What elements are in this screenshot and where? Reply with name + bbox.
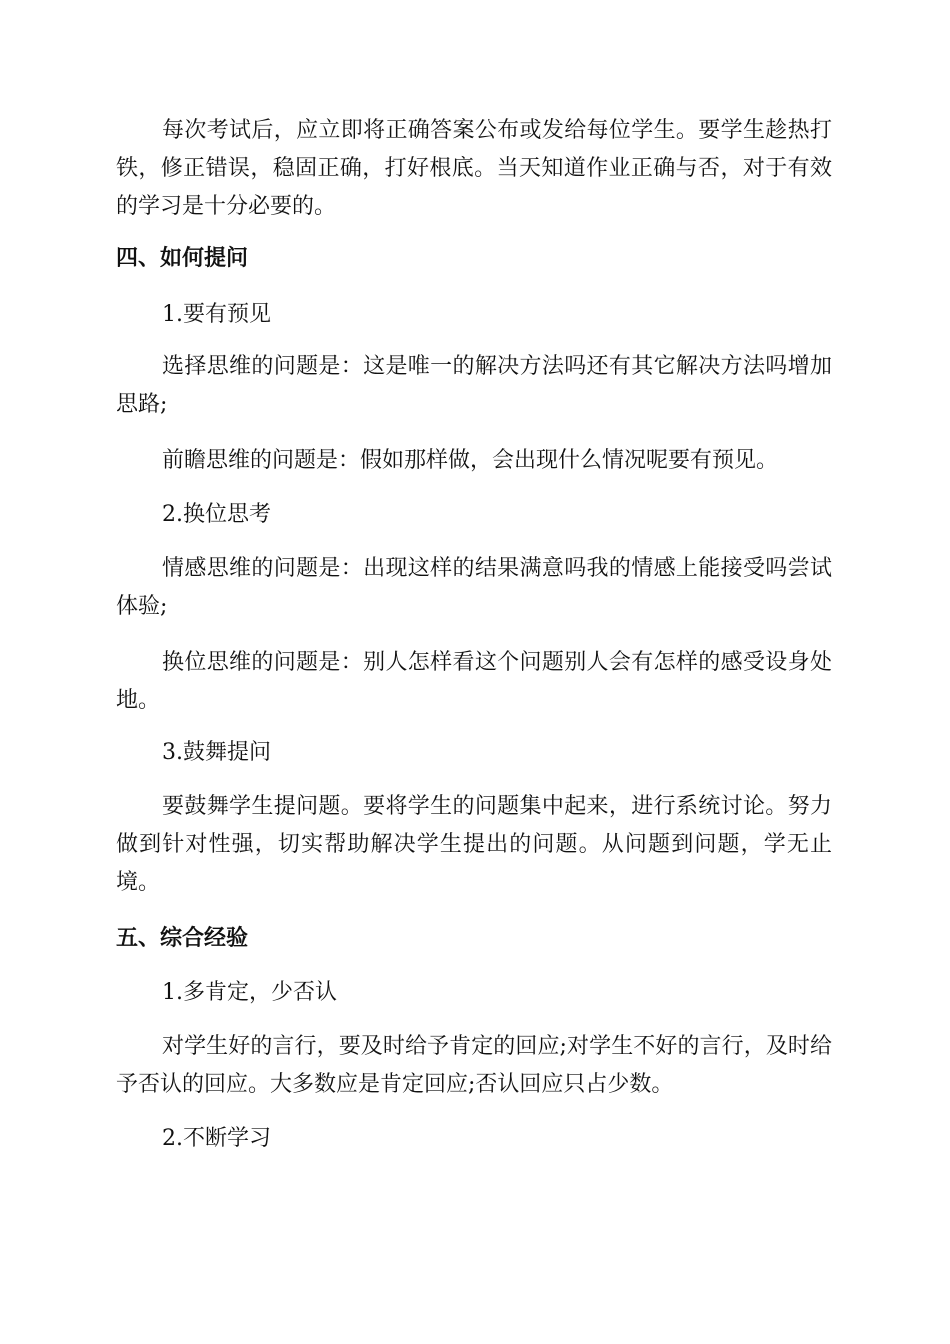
- section-heading-experience: 五、综合经验: [116, 926, 249, 951]
- paragraph-affirm-more: 对学生好的言行，要及时给予肯定的回应;对学生不好的言行，及时给予否认的回应。大多数应是肯定回应;否认回应只占少数。: [116, 1034, 832, 1097]
- paragraph-forward-thinking: 前瞻思维的问题是：假如那样做，会出现什么情况呢要有预见。: [162, 448, 779, 473]
- paragraph-perspective-thinking: 换位思维的问题是：别人怎样看这个问题别人会有怎样的感受设身处地。: [116, 650, 832, 713]
- subheading-empathy: 2.换位思考: [162, 502, 271, 527]
- paragraph-encourage-questions: 要鼓舞学生提问题。要将学生的问题集中起来，进行系统讨论。努力做到针对性强，切实帮助解决学生提出的问题。从问题到问题，学无止境。: [116, 794, 832, 895]
- subheading-encourage-questions: 3.鼓舞提问: [162, 740, 271, 765]
- paragraph-choice-thinking: 选择思维的问题是：这是唯一的解决方法吗还有其它解决方法吗增加思路;: [116, 354, 832, 417]
- subheading-foresight: 1.要有预见: [162, 302, 271, 327]
- subheading-affirm-more: 1.多肯定，少否认: [162, 980, 337, 1005]
- paragraph-emotional-thinking: 情感思维的问题是：出现这样的结果满意吗我的情感上能接受吗尝试体验;: [116, 556, 832, 619]
- subheading-keep-learning: 2.不断学习: [162, 1126, 271, 1151]
- paragraph-answers: 每次考试后，应立即将正确答案公布或发给每位学生。要学生趁热打铁，修正错误，稳固正确，打好根底。当天知道作业正确与否，对于有效的学习是十分必要的。: [116, 118, 832, 219]
- section-heading-questioning: 四、如何提问: [116, 246, 249, 271]
